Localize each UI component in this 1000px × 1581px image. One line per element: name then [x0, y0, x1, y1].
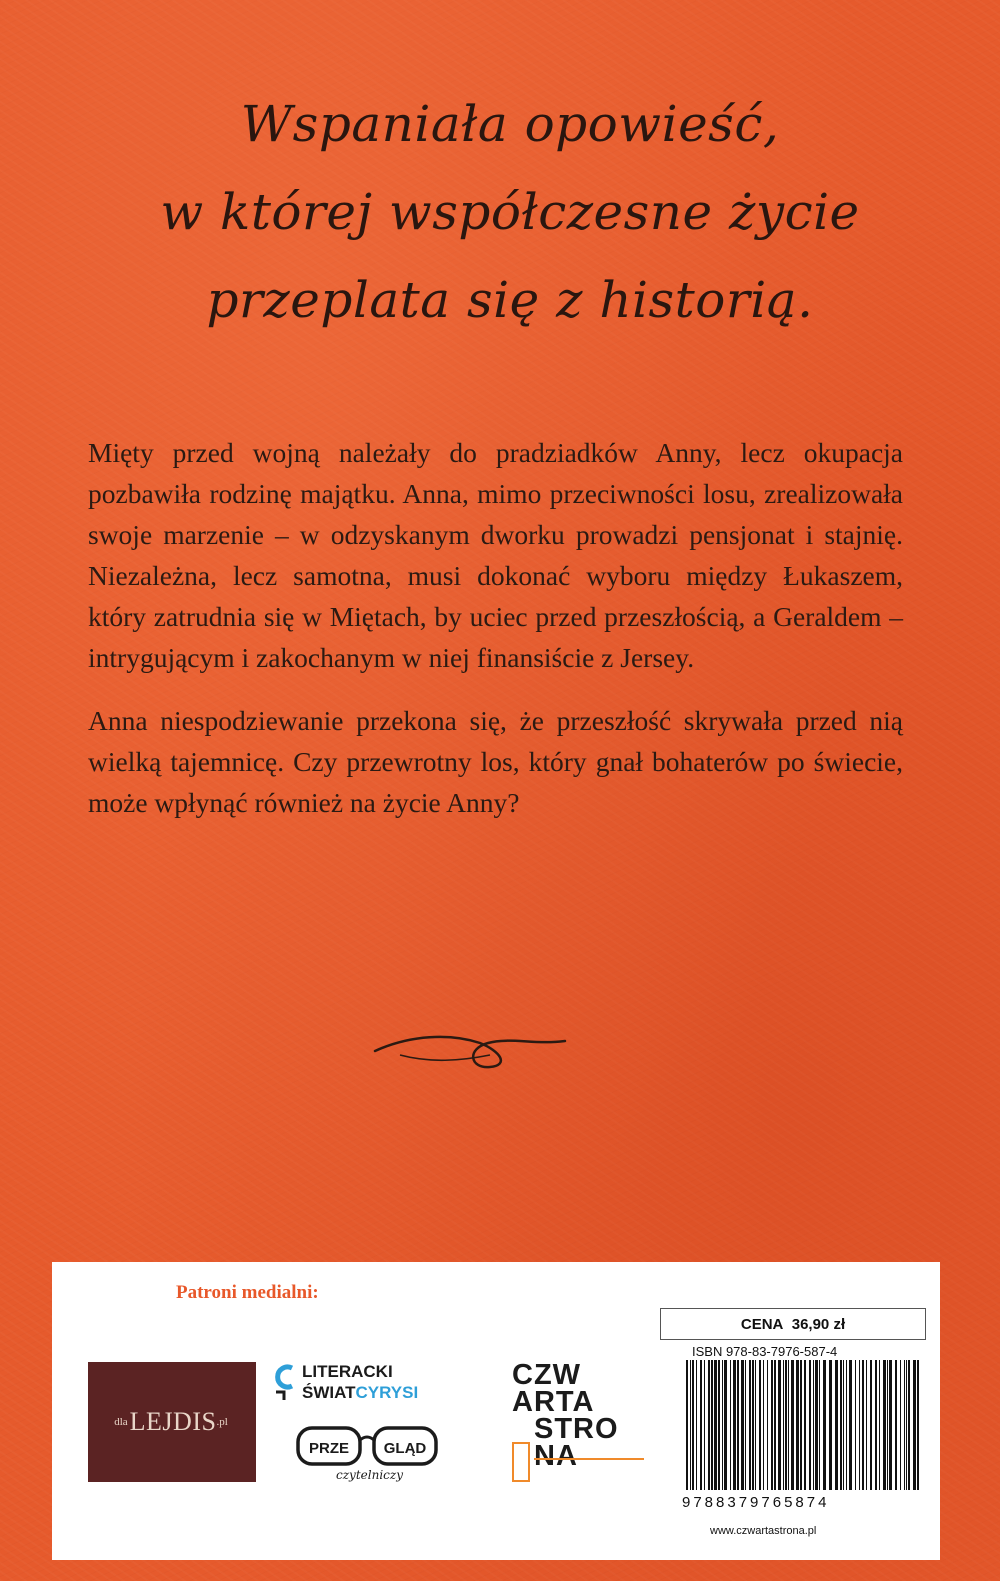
price-value: 36,90 zł	[791, 1315, 846, 1333]
publisher-line-3: STRO	[534, 1413, 619, 1445]
price-box	[660, 1308, 926, 1340]
publisher-mark-icon	[512, 1442, 530, 1482]
price-label: CENA	[740, 1315, 784, 1333]
publisher-underline	[534, 1458, 644, 1460]
literacki-text: LITERACKI	[302, 1362, 393, 1381]
isbn: ISBN 978-83-7976-587-4	[692, 1344, 838, 1359]
przeglad-subtitle: czytelniczy	[336, 1468, 403, 1482]
barcode-digits: 9788379765874	[682, 1494, 830, 1511]
przeglad-czytelniczy-logo	[292, 1422, 442, 1492]
blurb-paragraph-1: Mięty przed wojną należały do pradziadków Anny, lecz okupacja pozbawiła rodzinę majątku. Anna, mimo przeciwności losu, zrealizowała swoje marzenie – w odzyskanym dworku prowadzi pensjonat i stajnię. Niezależna, lecz samotna, musi dokonać wyboru między Łukaszem, który zatrudnia się w Miętach, by uciec przed przeszłością, a Geraldem – intrygującym i zakochanym w niej finansiście z Jersey.	[88, 437, 903, 673]
blurb-paragraph-2: Anna niespodziewanie przekona się, że przeszłość skrywała przed nią wielką tajemnicę. Czy przewrotny los, który gnał bohaterów po świecie, może wpłynąć również na życie Anny?	[88, 705, 903, 818]
tagline-line-3: przeplata się z historią.	[206, 271, 814, 329]
c-letter-icon	[272, 1362, 298, 1402]
barcode-icon	[684, 1360, 924, 1490]
tagline	[150, 80, 870, 344]
svg-text:GLĄD: GLĄD	[383, 1440, 427, 1457]
flourish-ornament-icon	[370, 1015, 570, 1075]
info-panel	[52, 1262, 940, 1560]
publisher-logo	[512, 1359, 652, 1492]
publisher-line-4: NA	[534, 1440, 578, 1472]
blurb	[88, 432, 903, 845]
literacki-swiat-cyrysi-logo	[272, 1360, 452, 1410]
publisher-website: www.czwartastrona.pl	[710, 1525, 817, 1537]
lejdis-logo: dla LEJDIS .pl	[88, 1362, 256, 1482]
tagline-line-2: w której współczesne życie	[160, 183, 860, 241]
publisher-line-2: ARTA	[512, 1386, 595, 1418]
swiat-cyrysi-text: ŚWIATCYRYSI	[302, 1383, 419, 1402]
patrons-label: Patroni medialni:	[176, 1282, 319, 1303]
tagline-line-1: Wspaniała opowieść,	[240, 95, 780, 153]
svg-text:PRZE: PRZE	[308, 1440, 350, 1457]
publisher-line-1: CZW	[512, 1359, 582, 1391]
